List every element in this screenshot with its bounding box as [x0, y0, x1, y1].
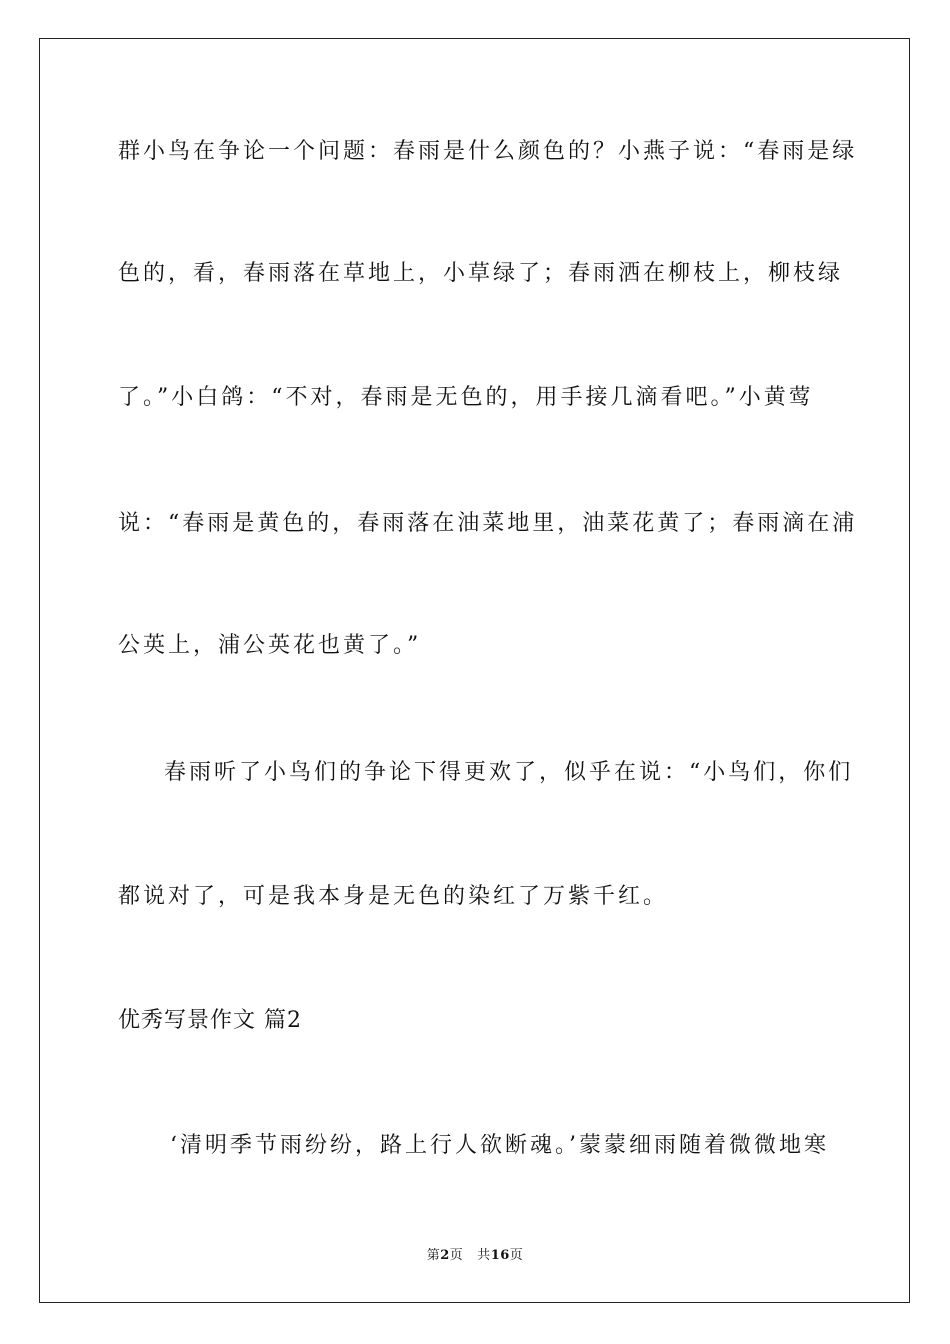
footer-page-suffix: 页	[449, 1248, 464, 1263]
page-footer	[0, 1247, 950, 1265]
footer-page-prefix: 第	[426, 1248, 441, 1263]
footer-total-suffix: 页	[509, 1248, 524, 1263]
paragraph-line-5: 公英上，浦公英花也黄了。”	[118, 633, 422, 658]
paragraph-line-8: ‘清明季节雨纷纷，路上行人欲断魂。’蒙蒙细雨随着微微地寒	[170, 1133, 829, 1158]
footer-total-pages: 16	[490, 1248, 510, 1263]
paragraph-line-6: 春雨听了小鸟们的争论下得更欢了，似乎在说：“小鸟们，你们	[164, 760, 854, 785]
paragraph-line-4: 说：“春雨是黄色的，春雨落在油菜地里，油菜花黄了；春雨滴在浦	[118, 511, 858, 536]
paragraph-line-3: 了。”小白鸽：“不对，春雨是无色的，用手接几滴看吧。”小黄莺	[118, 385, 814, 410]
paragraph-line-1: 群小鸟在争论一个问题：春雨是什么颜色的？小燕子说：“春雨是绿	[118, 139, 858, 164]
footer-page-number: 2	[440, 1248, 450, 1263]
page-border	[39, 38, 910, 1303]
paragraph-line-7: 都说对了，可是我本身是无色的染红了万紫千红。	[118, 884, 669, 909]
section-heading: 优秀写景作文 篇2	[118, 1008, 302, 1033]
paragraph-line-2: 色的，看，春雨落在草地上，小草绿了；春雨洒在柳枝上，柳枝绿	[118, 261, 844, 286]
footer-total-prefix: 共	[477, 1248, 491, 1263]
